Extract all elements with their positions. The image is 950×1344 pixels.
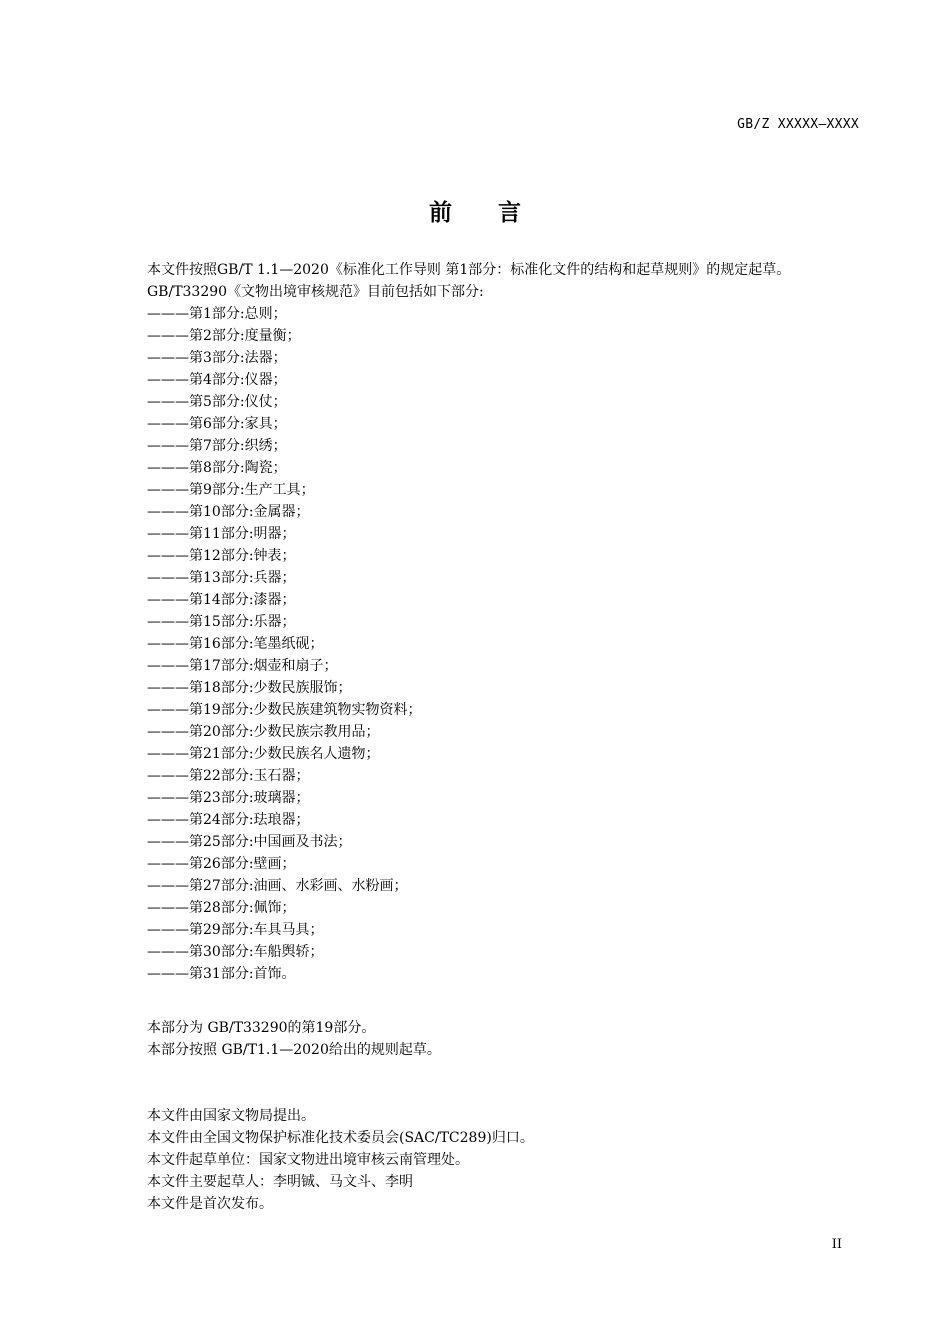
list-item: ———第20部分:少数民族宗教用品； [147,724,380,740]
publication-info-section [113,1105,861,1215]
page-number: II [831,1237,842,1252]
proposer-statement: 本文件由国家文物局提出。 [147,1108,315,1124]
list-item: ———第26部分:壁画； [147,856,296,872]
part-statement-section [113,1017,861,1061]
list-item: ———第27部分:油画、水彩画、水粉画； [147,878,408,894]
parts-list [113,303,861,985]
intro-section [113,259,861,985]
list-item: ———第7部分:织绣； [147,438,287,454]
list-item: ———第23部分:玻璃器； [147,790,310,806]
list-item: ———第2部分:度量衡； [147,328,301,344]
list-item: ———第16部分:笔墨纸砚； [147,636,324,652]
list-item: ———第10部分:金属器； [147,504,310,520]
page-title: 前言 [429,200,567,226]
list-item: ———第11部分:明器； [147,526,296,542]
list-item: ———第4部分:仪器； [147,372,287,388]
list-item: ———第5部分:仪仗； [147,394,287,410]
part-number-statement: 本部分为 GB/T33290的第19部分。 [147,1020,376,1036]
list-item: ———第1部分:总则； [147,306,287,322]
list-item: ———第28部分:佩饰； [147,900,296,916]
committee-statement: 本文件由全国文物保护标准化技术委员会(SAC/TC289)归口。 [147,1130,534,1146]
list-item: ———第15部分:乐器； [147,614,296,630]
list-item: ———第19部分:少数民族建筑物实物资料； [147,702,422,718]
list-item: ———第14部分:漆器； [147,592,296,608]
list-item: ———第12部分:钟表； [147,548,296,564]
first-publication-statement: 本文件是首次发布。 [147,1196,273,1212]
list-item: ———第13部分:兵器； [147,570,296,586]
list-item: ———第21部分:少数民族名人遗物； [147,746,380,762]
drafting-rule-statement: 本部分按照 GB/T1.1—2020给出的规则起草。 [147,1042,441,1058]
list-item: ———第31部分:首饰。 [147,966,296,982]
list-item: ———第3部分:法器； [147,350,287,366]
drafting-unit-statement: 本文件起草单位：国家文物进出境审核云南管理处。 [147,1152,469,1168]
standard-code: GB/Z XXXXX—XXXX [737,117,859,132]
list-item: ———第17部分:烟壶和扇子； [147,658,338,674]
list-item: ———第25部分:中国画及书法； [147,834,352,850]
list-item: ———第22部分:玉石器； [147,768,310,784]
list-item: ———第6部分:家具； [147,416,287,432]
list-item: ———第29部分:车具马具； [147,922,324,938]
list-item: ———第18部分:少数民族服饰； [147,680,352,696]
drafters-statement: 本文件主要起草人：李明铖、马文斗、李明 [147,1174,413,1190]
parts-intro-paragraph: GB/T33290《文物出境审核规范》目前包括如下部分: [147,284,484,300]
intro-paragraph: 本文件按照GB/T 1.1—2020《标准化工作导则 第1部分：标准化文件的结构和起草规则》的规定起草。 [147,262,791,278]
list-item: ———第30部分:车船舆轿； [147,944,324,960]
list-item: ———第8部分:陶瓷； [147,460,287,476]
list-item: ———第24部分:珐琅器； [147,812,310,828]
list-item: ———第9部分:生产工具； [147,482,315,498]
